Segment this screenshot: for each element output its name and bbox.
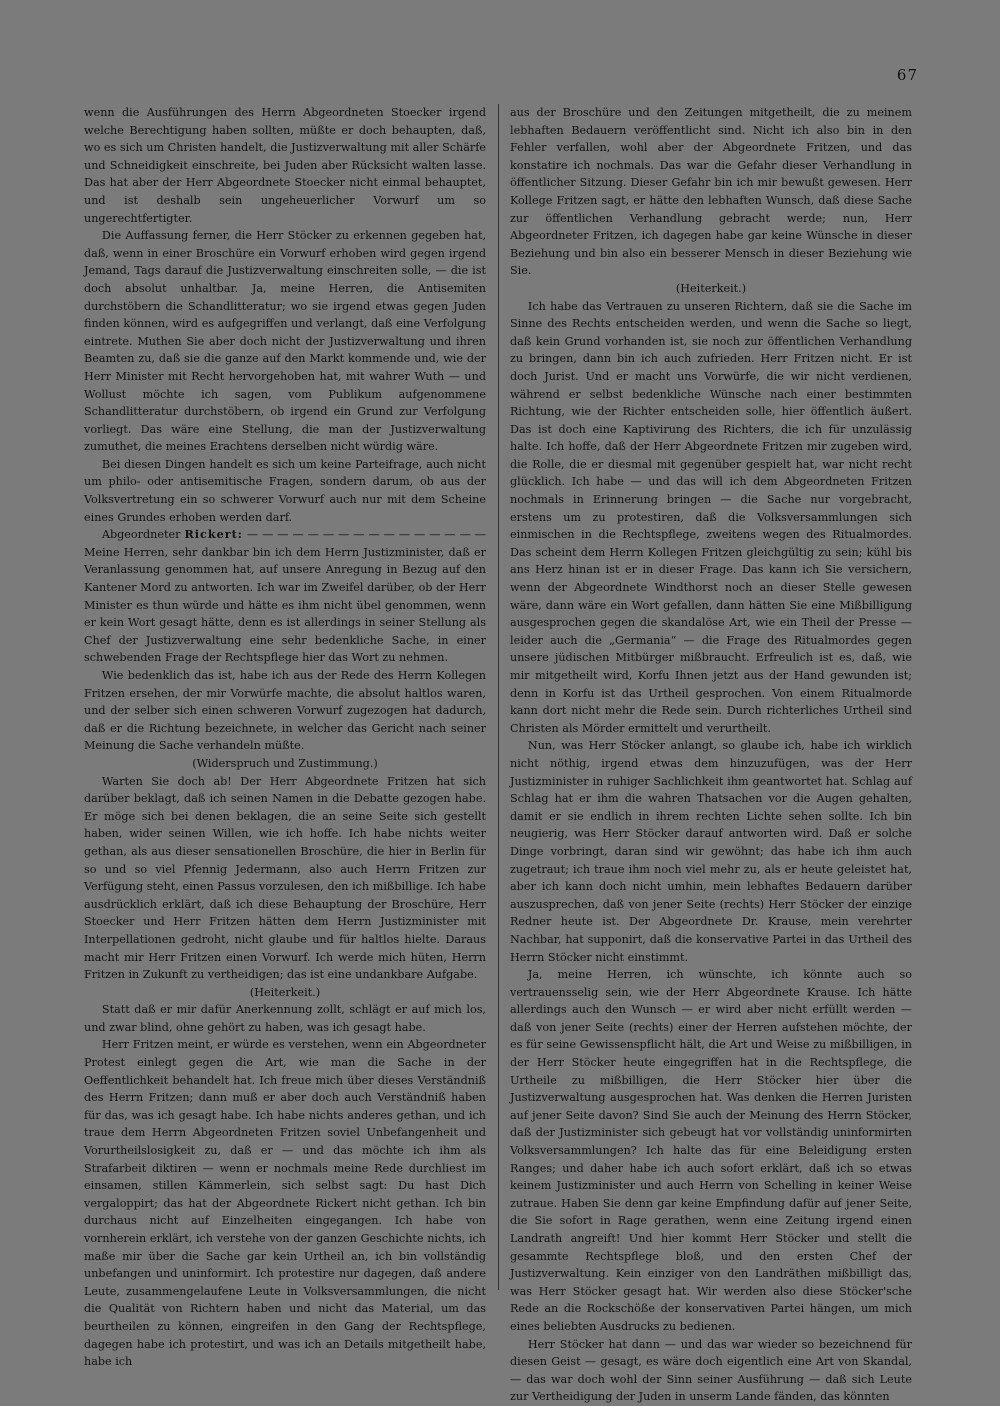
paragraph: Bei diesen Dingen handelt es sich um keine Parteifrage, auch nicht um philo- oder antisemitische Fragen, sondern darum, ob aus der Volksvertretung ein so schwerer Vorwurf auch nur mit dem Scheine eines Grundes erhoben werden darf.: [84, 457, 486, 524]
speaker-label: Abgeordneter: [101, 528, 185, 542]
paragraph: Wie bedenklich das ist, habe ich aus der Rede des Herrn Kollegen Fritzen ersehen, der mir Vorwürfe machte, die absolut haltlos waren, und der selber sich einen schweren Vorwurf zugezogen hat dadurch, daß er die Richtung bezeichnete, in welcher das Gericht nach seiner Meinung die Sache verhandeln müßte.: [84, 669, 486, 753]
speaker-text: — — — — — — — — — — — — — — — — Meine Herren, sehr dankbar bin ich dem Herrn Justizminister, daß er Veranlassung genommen hat, auf unsere Anregung in Bezug auf den Kantener Mord zu antworten. Ich war im Zweifel darüber, ob der Herr Minister es thun würde und hätte es ihm nicht übel genommen, wenn er kein Wort gesagt hätte, denn es ist allerdings in seiner Stellung als Chef der Justizverwaltung eine sehr bedenkliche Sache, in einer schwebenden Frage der Rechtspflege hier das Wort zu nehmen.: [84, 528, 486, 665]
interjection: (Widerspruch und Zustimmung.): [192, 756, 378, 770]
paragraph: Warten Sie doch ab! Der Herr Abgeordnete Fritzen hat sich darüber beklagt, daß ich seinen Namen in die Debatte gezogen habe. Er möge sich bei denen beklagen, die an seine Seite sich gestellt haben, wider seinen Willen, wie ich hoffe. Ich habe nichts weiter gethan, als aus dieser sensationellen Broschüre, die hier in Berlin für so und so viel Pfennig Jedermann, also auch Herrn Fritzen zur Verfügung steht, einen Passus vorzulesen, den ich mißbillige. Ich habe ausdrücklich erklärt, daß ich diese Behauptung der Broschüre, Herr Stoecker und Herr Fritzen hätten dem Herrn Justizminister mit Interpellationen gedroht, nicht glaube und für haltlos hielte. Daraus macht mir Herr Fritzen einen Vorwurf. Ich werde mich hüten, Herrn Fritzen in Zukunft zu vertheidigen; das ist eine undankbare Aufgabe.: [84, 774, 486, 982]
paragraph: Herr Stöcker hat dann — und das war wieder so bezeichnend für diesen Geist — gesagt, es wäre doch eigentlich eine Art von Skandal, — das war doch wohl der Sinn seiner Ausführung — daß sich Leute zur Vertheidigung der Juden in unserm Lande fänden, das könnten: [510, 1337, 912, 1404]
speaker-name: Rickert:: [184, 527, 243, 542]
paragraph: wenn die Ausführungen des Herrn Abgeordneten Stoecker irgend welche Berechtigung haben sollten, müßte er doch behaupten, daß, wo es sich um Christen handelt, die Justizverwaltung mit aller Schärfe und Schneidigkeit einschreite, bei Juden aber Rücksicht walten lasse. Das hat aber der Herr Abgeordnete Stoecker nicht einmal behauptet, und ist deshalb sein ungeheuerlicher Vorwurf um so ungerechtfertigter.: [84, 106, 486, 225]
paragraph: Herr Fritzen meint, er würde es verstehen, wenn ein Abgeordneter Protest einlegt gegen die Art, wie man die Sache in der Oeffentlichkeit behandelt hat. Ich freue mich über dieses Verständniß des Herrn Fritzen; dann muß er aber doch auch Verständniß haben für das, was ich gesagt habe. Ich habe nichts anderes gethan, und ich traue dem Herrn Abgeordneten Fritzen soviel Unbefangenheit und Vorurtheilslosigkeit zu, daß er — und das möchte ich ihm als Strafarbeit diktiren — wenn er nochmals meine Rede durchliest im einsamen, stillen Kämmerlein, sich selbst sagt: Du hast Dich vergaloppirt; das hat der Abgeordnete Rickert nicht gethan. Ich bin durchaus nicht auf Einzelheiten eingegangen. Ich habe von vornherein erklärt, ich verstehe von der ganzen Geschichte nichts, ich maße mir über die Sache gar kein Urtheil an, ich bin vollständig unbefangen und uninformirt. Ich protestire nur dagegen, daß andere Leute, zusammengelaufene Leute in Volksversammlungen, die nicht die Qualität von Richtern haben und nicht das Material, um das beurtheilen zu können, eingreifen in den Gang der Rechtspflege, dagegen habe ich protestirt, und was ich an Details mitgetheilt habe, habe ich: [84, 1038, 486, 1369]
paragraph: aus der Broschüre und den Zeitungen mitgetheilt, die zu meinem lebhaften Bedauern veröffentlicht sind. Nicht ich also bin in den Fehler verfallen, wohl aber der Abgeordnete Fritzen, und das konstatire ich nochmals. Das war die Gefahr dieser Verhandlung in öffentlicher Sitzung. Dieser Gefahr bin ich mir bewußt gewesen. Herr Kollege Fritzen sagt, er hätte den lebhaften Wunsch, daß diese Sache zur öffentlichen Verhandlung gebracht werde; nun, Herr Abgeordneter Fritzen, ich dagegen habe gar keine Wünsche in dieser Beziehung und bin also ein besserer Mensch in dieser Beziehung wie Sie.: [510, 106, 912, 278]
column-divider: [498, 104, 499, 1290]
left-column: [84, 104, 486, 1371]
paragraph: Die Auffassung ferner, die Herr Stöcker zu erkennen gegeben hat, daß, wenn in einer Broschüre ein Vorwurf erhoben wird gegen irgend Jemand, Tags darauf die Justizverwaltung einschreiten solle, — die ist doch absolut unhaltbar. Ja, meine Herren, die Antisemiten durchstöbern die Schandlitteratur; wo sie irgend etwas gegen Juden finden können, wird es aufgegriffen und verlangt, daß eine Verfolgung eintrete. Muthen Sie aber doch nicht der Justizverwaltung und ihren Beamten zu, daß sie die ganze auf den Markt kommende und, wie der Herr Minister mit Recht hervorgehoben hat, mit wahrer Wuth — und Wollust möchte ich sagen, vom Publikum aufgenommene Schandlitteratur durchstöbern, ob irgend ein Grund zur Verfolgung vorliegt. Das wäre eine Stellung, die man der Justizverwaltung zumuthet, die meines Erachtens derselben nicht würdig wäre.: [84, 229, 486, 454]
paragraph: Ja, meine Herren, ich wünschte, ich könnte auch so vertrauensselig sein, wie der Herr Abgeordnete Krause. Ich hätte allerdings auch den Wunsch — er wird aber nicht erfüllt werden — daß von jener Seite (rechts) einer der Herren aufstehen möchte, der es für seine Gewissenspflicht hält, die Art und Weise zu mißbilligen, in der Herr Stöcker heute eingegriffen hat in die Rechtspflege, die Urtheile zu mißbilligen, die Herr Stöcker hier über die Justizverwaltung ausgesprochen hat. Was denken die Herren Juristen auf jener Seite davon? Sind Sie auch der Meinung des Herrn Stöcker, daß der Justizminister sich gebeugt hat vor vollständig uninformirten Volksversammlungen? Ich halte das für eine Beleidigung ersten Ranges; und daher habe ich auch sofort erklärt, daß ich so etwas keinem Justizminister und auch Herrn von Schelling in keiner Weise zutraue. Haben Sie denn gar keine Empfindung dafür auf jener Seite, die Sie sofort in Rage gerathen, wenn eine Zeitung irgend einen Landrath angreift! Und hier kommt Herr Stöcker und stellt die gesammte Rechtspflege bloß, und den ersten Chef der Justizverwaltung. Kein einziger von den Landräthen mißbilligt das, was Herr Stöcker gesagt hat. Wir werden also diese Stöcker'sche Rede an die Rockschöße der konservativen Partei hängen, um mich eines beliebten Ausdrucks zu bedienen.: [510, 968, 912, 1333]
page-number: 67: [896, 66, 918, 84]
interjection: (Heiterkeit.): [675, 281, 747, 295]
paragraph: Ich habe das Vertrauen zu unseren Richtern, daß sie die Sache im Sinne des Rechts entscheiden werden, und wenn die Sache so liegt, daß kein Grund vorhanden ist, sie noch zur öffentlichen Verhandlung zu bringen, dann bin ich auch zufrieden. Herr Fritzen nicht. Er ist doch Jurist. Und er macht uns Vorwürfe, die wir nicht verdienen, während er selbst bedenkliche Wünsche nach einer bestimmten Richtung, wie der Richter entscheiden solle, hier öffentlich äußert. Das ist doch eine Kaptivirung des Richters, die ich für unzulässig halte. Ich hoffe, daß der Herr Abgeordnete Fritzen mir zugeben wird, die Rolle, die er diesmal mit gegenüber gespielt hat, war nicht recht glücklich. Ich habe — und das will ich dem Abgeordneten Fritzen nochmals in Erinnerung bringen — die Sache nur vorgebracht, erstens um zu protestiren, daß die Volksversammlungen sich einmischen in die Rechtspflege, zweitens wegen des Ritualmordes. Das scheint dem Herrn Kollegen Fritzen gleichgültig zu sein; kühl bis ans Herz hinan ist er in dieser Frage. Das kann ich Sie versichern, wenn der Abgeordnete Windthorst noch an dieser Stelle gewesen wäre, dann wäre ein Wort gefallen, dann hätten Sie eine Mißbilligung ausgesprochen gegen die skandalöse Art, wie ein Theil der Presse — leider auch die „Germania“ — die Frage des Ritualmordes gegen unsere jüdischen Mitbürger mißbraucht. Erfreulich ist es, daß, wie mir mitgetheilt wird, Korfu Ihnen jetzt aus der Hand gewunden ist; denn in Korfu ist das Urtheil gesprochen. Von einem Ritualmorde kann dort nicht mehr die Rede sein. Durch richterliches Urtheil sind Christen als Mörder ermittelt und verurtheilt.: [510, 299, 912, 735]
paragraph: Statt daß er mir dafür Anerkennung zollt, schlägt er auf mich los, und zwar blind, ohne gehört zu haben, was ich gesagt habe.: [84, 1003, 486, 1034]
paragraph: Nun, was Herr Stöcker anlangt, so glaube ich, habe ich wirklich nicht nöthig, irgend etwas dem hinzuzufügen, was der Herr Justizminister in ruhiger Sachlichkeit ihm geantwortet hat. Schlag auf Schlag hat er ihm die wahren Thatsachen vor die Augen gehalten, damit er sie endlich in ihrem rechten Lichte sehen sollte. Ich bin neugierig, was Herr Stöcker darauf antworten wird. Daß er solche Dinge vorbringt, daran sind wir gewöhnt; das habe ich ihm auch zugetraut; ich traue ihm noch viel mehr zu, als er heute geleistet hat, aber ich kann doch nicht umhin, mein lebhaftes Bedauern darüber auszusprechen, daß von jener Seite (rechts) Herr Stöcker der einzige Redner heute ist. Der Abgeordnete Dr. Krause, mein verehrter Nachbar, hat supponirt, daß die konservative Partei in das Urtheil des Herrn Stöcker nicht einstimmt.: [510, 739, 912, 964]
speaker-paragraph: [84, 526, 486, 667]
interjection: (Heiterkeit.): [249, 985, 321, 999]
right-column: [510, 104, 912, 1406]
